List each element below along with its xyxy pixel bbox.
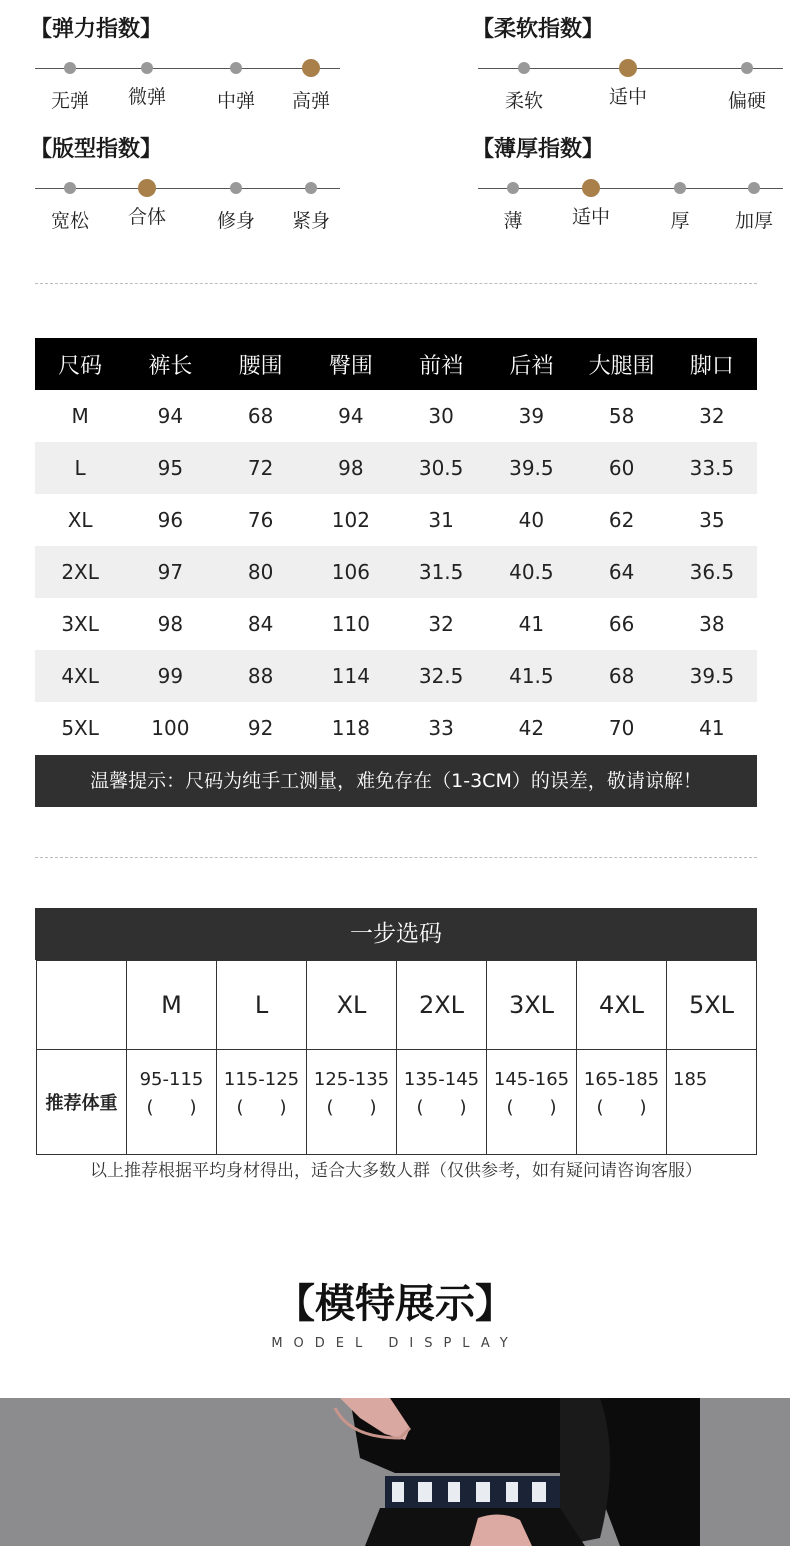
softness-scale [478,54,783,114]
thickness-scale [478,174,783,234]
size-option: M [127,961,217,1050]
scale-label: 厚 [670,210,690,232]
header-thigh: 大腿围 [577,338,667,390]
measurement-cell: 35 [699,508,725,532]
table-row [35,650,757,702]
table-row [35,390,757,442]
measurement-cell: 33.5 [667,442,757,494]
model-display-subtitle: MODEL DISPLAY [271,1336,519,1351]
scale-dot [64,182,76,194]
scale-line [35,188,340,189]
measurement-cell: 39.5 [486,442,576,494]
header-hem: 脚口 [667,338,757,390]
measurement-cell: 30 [428,404,454,428]
elasticity-scale [35,54,340,114]
divider [35,857,757,858]
size-cell: M [71,404,89,428]
measurement-cell: 100 [151,716,190,740]
measurement-cell: 84 [247,612,274,636]
empty-cell [37,961,127,1050]
measurement-cell: 99 [125,650,215,702]
table-row [35,598,757,650]
size-row [37,961,757,1050]
measurement-cell: 58 [608,404,635,428]
measurement-tip: 温馨提示：尺码为纯手工测量，难免存在（1-3CM）的误差，敬请谅解！ [35,755,757,807]
weight-range: 95-115 [139,1069,204,1090]
weight-cell [307,1050,397,1155]
measurement-cell: 68 [577,650,667,702]
measurement-cell: 41 [699,716,725,740]
measurement-cell: 110 [331,612,370,636]
scale-label: 宽松 [50,210,90,232]
size-cell: 3XL [61,612,99,636]
measurement-cell: 40.5 [486,546,576,598]
scale-label: 紧身 [291,210,331,232]
weight-bracket: ( ) [506,1097,557,1118]
size-cell: 2XL [35,546,125,598]
scale-dot [141,62,153,74]
measurement-cell: 66 [608,612,635,636]
header-waist: 腰围 [216,338,306,390]
measurement-cell: 76 [247,508,274,532]
fit-index-title: 【版型指数】 [30,137,163,162]
measurement-cell: 62 [608,508,635,532]
measurement-cell: 32 [699,404,725,428]
measurement-cell: 60 [577,442,667,494]
scale-dot [230,62,242,74]
scale-label: 适中 [571,206,611,228]
measurement-cell: 33 [428,716,454,740]
model-display-title: 【模特展示】 [275,1281,515,1327]
thickness-index-title: 【薄厚指数】 [472,137,605,162]
size-cell: 4XL [35,650,125,702]
scale-dot [507,182,519,194]
size-table [35,338,757,754]
size-select-title: 一步选码 [35,908,757,960]
scale-line [478,188,783,189]
measurement-cell: 36.5 [667,546,757,598]
table-row [35,442,757,494]
measurement-cell: 39.5 [667,650,757,702]
weight-range: 115-125 [223,1069,300,1090]
measurement-cell: 41 [518,612,545,636]
measurement-cell: 102 [331,508,370,532]
table-header-row [35,338,757,390]
scale-label: 柔软 [504,90,544,112]
divider [35,283,757,284]
measurement-cell: 68 [247,404,274,428]
measurement-cell: 94 [338,404,364,428]
scale-label: 高弹 [291,90,331,112]
elasticity-index-title: 【弹力指数】 [30,17,163,42]
weight-cell [487,1050,577,1155]
weight-bracket: ( ) [416,1097,467,1118]
softness-index-title: 【柔软指数】 [472,17,605,42]
model-photo-illustration [0,1398,790,1546]
size-option: 3XL [487,961,577,1050]
measurement-cell: 72 [216,442,306,494]
measurement-cell: 106 [306,546,396,598]
scale-dot [518,62,530,74]
measurement-cell: 80 [216,546,306,598]
recommend-note: 以上推荐根据平均身材得出，适合大多数人群（仅供参考，如有疑问请咨询客服） [90,1161,702,1181]
weight-range: 125-135 [313,1069,390,1090]
weight-cell [217,1050,307,1155]
measurement-cell: 98 [306,442,396,494]
measurement-cell: 118 [331,716,370,740]
weight-range: 135-145 [403,1069,480,1090]
measurement-cell: 32.5 [396,650,486,702]
scale-dot [674,182,686,194]
weight-range: 145-165 [493,1069,570,1090]
size-select-table [36,960,757,1155]
weight-range: 165-185 [583,1069,660,1090]
size-cell: 5XL [61,716,99,740]
fit-scale [35,174,340,234]
scale-line [35,68,340,69]
model-photo [0,1398,790,1546]
measurement-cell: 32 [428,612,454,636]
weight-row-label: 推荐体重 [37,1050,127,1155]
header-back-rise: 后裆 [486,338,576,390]
measurement-cell: 88 [216,650,306,702]
size-option: 5XL [667,961,757,1050]
size-option: L [217,961,307,1050]
scale-label: 中弹 [216,90,256,112]
scale-label: 加厚 [734,210,774,232]
measurement-cell: 97 [125,546,215,598]
measurement-cell: 64 [577,546,667,598]
scale-label: 适中 [608,86,648,108]
scale-dot [64,62,76,74]
weight-bracket: ( ) [596,1097,647,1118]
size-option: XL [307,961,397,1050]
measurement-cell: 98 [157,612,184,636]
weight-range: 185 [673,1069,708,1090]
scale-dot-selected [302,59,320,77]
scale-label: 薄 [503,210,523,232]
scale-dot [230,182,242,194]
weight-row [37,1050,757,1155]
size-option: 4XL [577,961,667,1050]
measurement-cell: 31 [428,508,454,532]
scale-label: 偏硬 [727,90,767,112]
measurement-cell: 39 [518,404,545,428]
size-cell: L [35,442,125,494]
table-row [35,546,757,598]
scale-dot-selected [138,179,156,197]
header-length: 裤长 [125,338,215,390]
header-front-rise: 前裆 [396,338,486,390]
scale-dot-selected [619,59,637,77]
measurement-cell: 31.5 [396,546,486,598]
scale-label: 合体 [127,206,167,228]
measurement-cell: 30.5 [396,442,486,494]
measurement-cell: 92 [247,716,274,740]
table-row [35,702,757,754]
size-cell: XL [67,508,93,532]
header-hip: 臀围 [306,338,396,390]
scale-dot [305,182,317,194]
measurement-cell: 94 [157,404,184,428]
weight-bracket: ( ) [146,1097,197,1118]
weight-cell [397,1050,487,1155]
weight-cell [667,1050,757,1155]
scale-dot-selected [582,179,600,197]
measurement-cell: 38 [699,612,725,636]
scale-label: 修身 [216,210,256,232]
header-size: 尺码 [35,338,125,390]
measurement-cell: 40 [518,508,545,532]
scale-dot [741,62,753,74]
scale-label: 无弹 [50,90,90,112]
size-option: 2XL [397,961,487,1050]
weight-bracket: ( ) [326,1097,377,1118]
measurement-cell: 114 [306,650,396,702]
weight-cell [577,1050,667,1155]
measurement-cell: 96 [157,508,184,532]
weight-cell [127,1050,217,1155]
table-row [35,494,757,546]
measurement-cell: 95 [125,442,215,494]
measurement-cell: 41.5 [486,650,576,702]
scale-dot [748,182,760,194]
measurement-cell: 70 [608,716,635,740]
measurement-cell: 42 [518,716,545,740]
scale-label: 微弹 [127,86,167,108]
weight-bracket: ( ) [236,1097,287,1118]
